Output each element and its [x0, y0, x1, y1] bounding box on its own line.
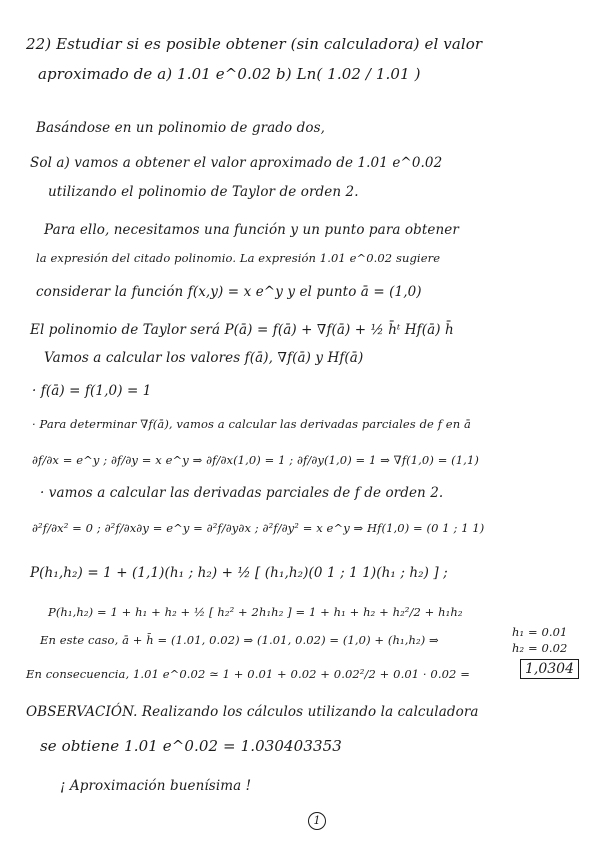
second-order-intro: · vamos a calcular las derivadas parciales de f de orden 2. [40, 485, 444, 501]
observation-line: OBSERVACIÓN. Realizando los cálculos utilizando la calculadora [26, 704, 479, 720]
problem-statement-line-1: 22) Estudiar si es posible obtener (sin calculadora) el valor [26, 35, 483, 53]
solution-line-3: Para ello, necesitamos una función y un punto para obtener [44, 222, 459, 238]
increment-equation: En este caso, ā + h̄ = (1.01, 0.02) ⇒ (1.01, 0.02) = (1,0) + (h₁,h₂) ⇒ [40, 633, 439, 647]
problem-statement-line-2: aproximado de a) 1.01 e^0.02 b) Ln( 1.02 / 1.01 ) [38, 65, 421, 83]
closing-remark: ¡ Aproximación buenísima ! [60, 778, 252, 794]
problem-statement-line-3: Basándose en un polinomio de grado dos, [36, 120, 326, 136]
second-partial-derivatives-hessian: ∂²f/∂x² = 0 ; ∂²f/∂x∂y = e^y = ∂²f/∂y∂x ; ∂²f/∂y² = x e^y ⇒ Hf(1,0) = (0 1 ; 1 1) [32, 521, 485, 535]
approximation-computation: En consecuencia, 1.01 e^0.02 ≃ 1 + 0.01 + 0.02 + 0.02²/2 + 0.01 · 0.02 = [26, 667, 470, 681]
taylor-polynomial-expanded: P(h₁,h₂) = 1 + h₁ + h₂ + ½ [ h₂² + 2h₁h₂ ] = 1 + h₁ + h₂ + h₂²/2 + h₁h₂ [48, 605, 463, 619]
taylor-polynomial-matrix-form: P(h₁,h₂) = 1 + (1,1)(h₁ ; h₂) + ½ [ (h₁,h₂)(0 1 ; 1 1)(h₁ ; h₂) ] ; [30, 565, 448, 581]
h1-value: h₁ = 0.01 [512, 625, 568, 639]
first-partial-derivatives: ∂f/∂x = e^y ; ∂f/∂y = x e^y ⇒ ∂f/∂x(1,0) = 1 ; ∂f/∂y(1,0) = 1 ⇒ ∇f(1,0) = (1,1) [32, 453, 479, 467]
function-value: · f(ā) = f(1,0) = 1 [32, 383, 152, 399]
h2-value: h₂ = 0.02 [512, 641, 568, 655]
values-to-compute: Vamos a calcular los valores f(ā), ∇f(ā) y Hf(ā) [44, 350, 364, 366]
solution-line-1: Sol a) vamos a obtener el valor aproximado de 1.01 e^0.02 [30, 155, 443, 171]
solution-line-4: la expresión del citado polinomio. La expresión 1.01 e^0.02 sugiere [36, 251, 441, 265]
solution-line-5: considerar la función f(x,y) = x e^y y el punto ā = (1,0) [36, 284, 422, 300]
boxed-result: 1,0304 [520, 659, 579, 679]
solution-line-2: utilizando el polinomio de Taylor de orden 2. [48, 184, 359, 200]
calculator-value-line: se obtiene 1.01 e^0.02 = 1.030403353 [40, 737, 342, 755]
page-number: 1 [308, 812, 326, 830]
taylor-polynomial-definition: El polinomio de Taylor será P(ā) = f(ā) + ∇f(ā) + ½ h̄ᵗ Hf(ā) h̄ [30, 322, 454, 338]
gradient-intro: · Para determinar ∇f(ā), vamos a calcular las derivadas parciales de f en ā [32, 417, 471, 431]
